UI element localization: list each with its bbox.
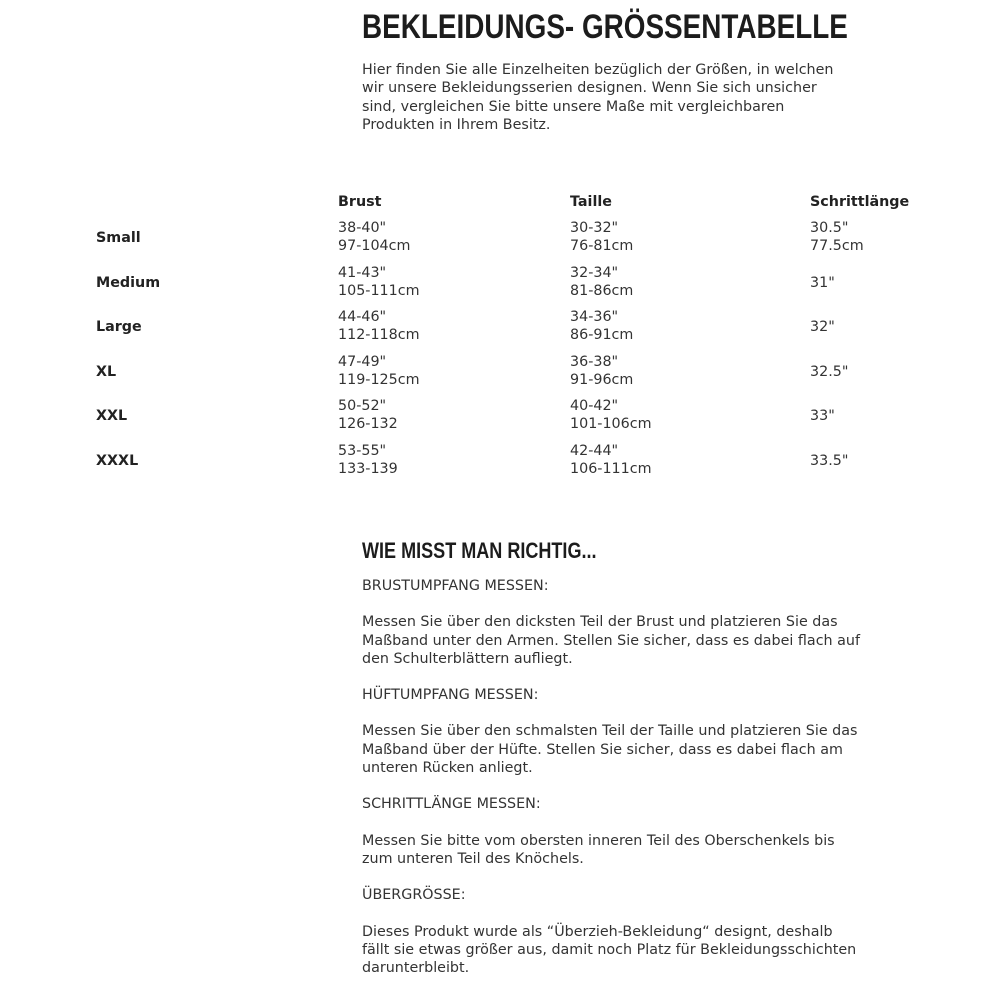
section-text-huefte: Messen Sie über den schmalsten Teil der Taille und platzieren Sie das Maßband über der Hüfte. Stellen Sie sicher, dass es dabei flach am unteren Rücken anliegt. [362,723,858,777]
schritt-inch: 32.5" [810,363,849,380]
taille-inch: 32-34" [570,264,619,281]
taille-cell [570,353,633,389]
table-header [96,193,956,219]
brust-cell [338,264,420,300]
taille-cell [570,442,652,478]
table-row [96,397,956,442]
taille-cell [570,219,633,255]
table-row [96,264,956,309]
schritt-inch: 33" [810,408,835,424]
header-taille: Taille [570,194,612,210]
size-label: XL [96,363,117,380]
taille-cm: 106-111cm [570,460,652,477]
brust-cm: 133-139 [338,460,398,477]
table-row [96,308,956,353]
table-row [96,219,956,264]
section-text-schritt: Messen Sie bitte vom obersten inneren Teil des Oberschenkels bis zum unteren Teil des Knöchels. [362,832,835,867]
schritt-inch: 33.5" [810,452,849,469]
brust-cell [338,353,420,389]
section-text-uebergroesse: Dieses Produkt wurde als “Überzieh-Bekleidung“ designt, deshalb fällt sie etwas größer aus, damit noch Platz für Bekleidungsschichten darunterbleibt. [362,923,857,977]
brust-cm: 126-132 [338,416,398,432]
brust-cell [338,308,420,344]
size-label: Small [96,230,141,246]
schritt-cell [810,274,835,292]
brust-inch: 44-46" [338,309,387,325]
schritt-cm: 77.5cm [810,238,864,254]
brust-inch: 47-49" [338,353,387,370]
brust-cm: 105-111cm [338,282,420,299]
brust-inch: 50-52" [338,398,387,414]
section-text-brust: Messen Sie über den dicksten Teil der Brust und platzieren Sie das Maßband unter den Armen. Stellen Sie sicher, dass es dabei flach auf den Schulterblättern aufliegt. [362,614,861,667]
taille-inch: 36-38" [570,353,619,370]
taille-inch: 34-36" [570,309,619,325]
schritt-cell [810,363,848,381]
schritt-cell [810,407,835,425]
size-label: Large [96,319,142,335]
brust-cm: 112-118cm [338,327,420,343]
brust-inch: 53-55" [338,442,387,459]
size-label: XXL [96,408,128,424]
taille-inch: 30-32" [570,220,619,236]
table-row [96,353,956,398]
size-label: Medium [96,274,161,291]
brust-cm: 119-125cm [338,371,420,388]
table-row [96,442,956,487]
brust-inch: 38-40" [338,220,387,236]
page-title: BEKLEIDUNGS- GRÖSSENTABELLE [362,8,848,46]
brust-inch: 41-43" [338,264,387,281]
section-label-uebergroesse: ÜBERGRÖSSE: [362,887,466,904]
schritt-cell [810,452,848,470]
section-label-brust: BRUSTUMPFANG MESSEN: [362,578,549,594]
section-label-schritt: SCHRITTLÄNGE MESSEN: [362,796,541,813]
guide-title: WIE MISST MAN RICHTIG... [362,538,597,563]
schritt-inch: 31" [810,274,835,291]
section-label-huefte: HÜFTUMPFANG MESSEN: [362,687,539,704]
measuring-guide [362,537,862,977]
intro-text: Hier finden Sie alle Einzelheiten bezüglich der Größen, in welchen wir unsere Bekleidungsserien designen. Wenn Sie sich unsicher sind, vergleichen Sie bitte unsere Maße mit vergleichbaren Produkten in Ihrem Besitz. [362,62,834,133]
brust-cell [338,219,410,255]
header-schrittlaenge: Schrittlänge [810,194,910,210]
taille-cm: 91-96cm [570,371,634,388]
taille-cm: 86-91cm [570,327,634,343]
taille-cell [570,264,633,300]
taille-cell [570,397,652,433]
header-brust: Brust [338,194,382,210]
brust-cell [338,397,398,433]
taille-cm: 81-86cm [570,282,634,299]
size-label: XXXL [96,452,139,469]
schritt-inch: 32" [810,319,835,335]
taille-cm: 76-81cm [570,238,634,254]
schritt-inch: 30.5" [810,220,849,236]
size-table [96,193,956,486]
taille-inch: 42-44" [570,442,619,459]
schritt-cell [810,219,864,255]
brust-cm: 97-104cm [338,238,411,254]
taille-cell [570,308,633,344]
taille-inch: 40-42" [570,398,619,414]
brust-cell [338,442,398,478]
taille-cm: 101-106cm [570,416,652,432]
schritt-cell [810,318,835,336]
